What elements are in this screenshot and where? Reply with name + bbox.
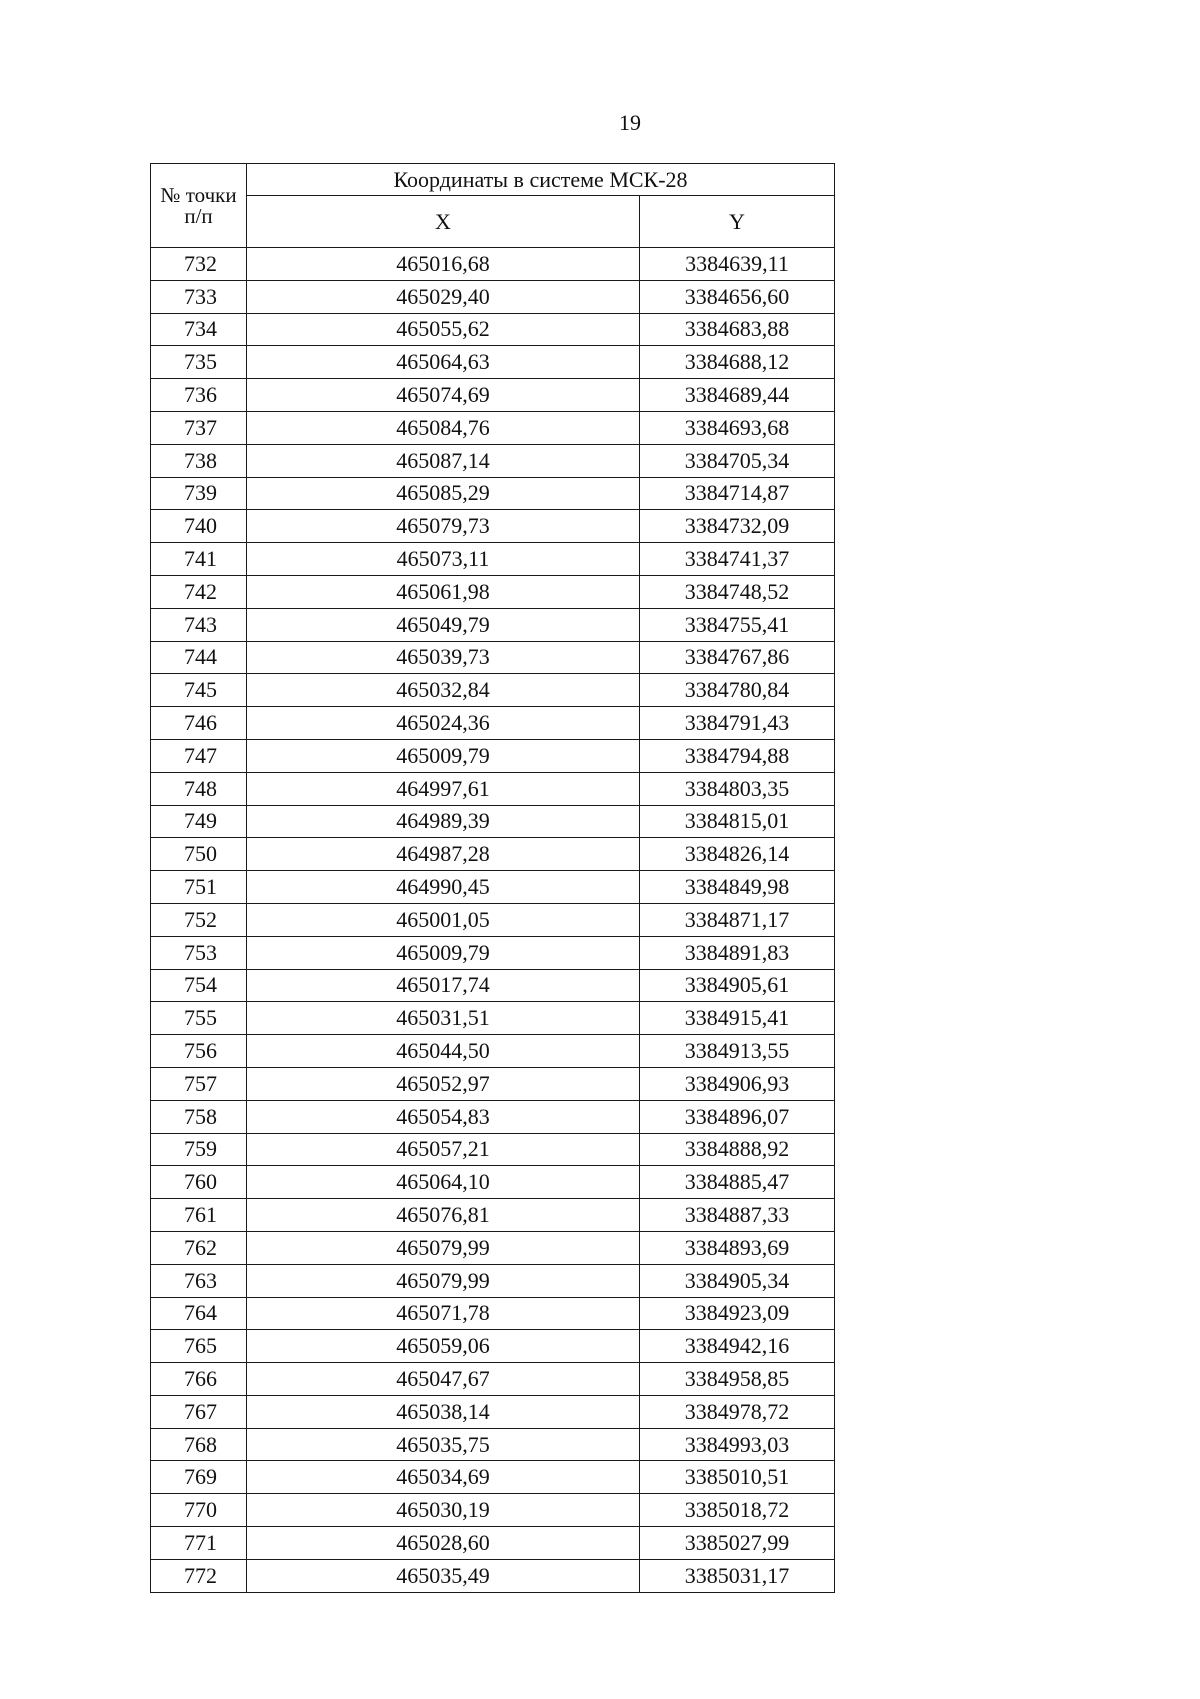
point-number-cell: 736 bbox=[151, 379, 247, 412]
y-coordinate-cell: 3384913,55 bbox=[640, 1035, 835, 1068]
y-coordinate-cell: 3384767,86 bbox=[640, 641, 835, 674]
table-row bbox=[151, 871, 835, 904]
y-coordinate-cell: 3384849,98 bbox=[640, 871, 835, 904]
x-coordinate-cell: 465016,68 bbox=[247, 248, 640, 281]
page-number: 19 bbox=[619, 110, 641, 135]
point-number-cell: 753 bbox=[151, 936, 247, 969]
table-row bbox=[151, 379, 835, 412]
table-row bbox=[151, 1297, 835, 1330]
x-coordinate-cell: 465057,21 bbox=[247, 1133, 640, 1166]
point-number-cell: 742 bbox=[151, 575, 247, 608]
point-number-cell: 734 bbox=[151, 313, 247, 346]
point-number-cell: 758 bbox=[151, 1100, 247, 1133]
y-coordinate-cell: 3384978,72 bbox=[640, 1395, 835, 1428]
y-coordinate-cell: 3384826,14 bbox=[640, 838, 835, 871]
x-coordinate-cell: 465029,40 bbox=[247, 280, 640, 313]
y-coordinate-cell: 3384958,85 bbox=[640, 1363, 835, 1396]
x-coordinate-cell: 465071,78 bbox=[247, 1297, 640, 1330]
x-coordinate-cell: 464989,39 bbox=[247, 805, 640, 838]
table-body bbox=[151, 248, 835, 1593]
table-row bbox=[151, 1133, 835, 1166]
table-row bbox=[151, 411, 835, 444]
table-row bbox=[151, 477, 835, 510]
table-row bbox=[151, 1363, 835, 1396]
point-number-cell: 769 bbox=[151, 1461, 247, 1494]
x-coordinate-cell: 465087,14 bbox=[247, 444, 640, 477]
table-row bbox=[151, 1395, 835, 1428]
table-row bbox=[151, 739, 835, 772]
point-number-cell: 738 bbox=[151, 444, 247, 477]
point-number-cell: 752 bbox=[151, 903, 247, 936]
y-coordinate-cell: 3384915,41 bbox=[640, 1002, 835, 1035]
y-coordinate-cell: 3384888,92 bbox=[640, 1133, 835, 1166]
point-number-cell: 764 bbox=[151, 1297, 247, 1330]
table-row bbox=[151, 1264, 835, 1297]
y-coordinate-cell: 3384714,87 bbox=[640, 477, 835, 510]
point-number-cell: 740 bbox=[151, 510, 247, 543]
table-row bbox=[151, 313, 835, 346]
y-coordinate-cell: 3385010,51 bbox=[640, 1461, 835, 1494]
y-coordinate-cell: 3384741,37 bbox=[640, 543, 835, 576]
table-row bbox=[151, 608, 835, 641]
y-coordinate-cell: 3384885,47 bbox=[640, 1166, 835, 1199]
table-row bbox=[151, 1067, 835, 1100]
point-number-cell: 763 bbox=[151, 1264, 247, 1297]
x-coordinate-cell: 465054,83 bbox=[247, 1100, 640, 1133]
y-coordinate-cell: 3384780,84 bbox=[640, 674, 835, 707]
x-coordinate-cell: 465079,73 bbox=[247, 510, 640, 543]
x-coordinate-cell: 464987,28 bbox=[247, 838, 640, 871]
x-coordinate-cell: 465076,81 bbox=[247, 1199, 640, 1232]
x-coordinate-cell: 465035,75 bbox=[247, 1428, 640, 1461]
x-coordinate-cell: 465034,69 bbox=[247, 1461, 640, 1494]
y-coordinate-cell: 3384923,09 bbox=[640, 1297, 835, 1330]
table-row bbox=[151, 707, 835, 740]
y-coordinate-cell: 3384887,33 bbox=[640, 1199, 835, 1232]
y-coordinate-cell: 3384794,88 bbox=[640, 739, 835, 772]
point-number-cell: 745 bbox=[151, 674, 247, 707]
y-coordinate-cell: 3384905,61 bbox=[640, 969, 835, 1002]
x-coordinate-cell: 465061,98 bbox=[247, 575, 640, 608]
y-coordinate-cell: 3384906,93 bbox=[640, 1067, 835, 1100]
table-row bbox=[151, 969, 835, 1002]
table-row bbox=[151, 346, 835, 379]
x-coordinate-cell: 465035,49 bbox=[247, 1559, 640, 1592]
y-coordinate-cell: 3384693,68 bbox=[640, 411, 835, 444]
x-coordinate-cell: 465039,73 bbox=[247, 641, 640, 674]
y-coordinate-cell: 3384896,07 bbox=[640, 1100, 835, 1133]
x-coordinate-cell: 465084,76 bbox=[247, 411, 640, 444]
y-coordinate-cell: 3384803,35 bbox=[640, 772, 835, 805]
x-coordinate-cell: 465001,05 bbox=[247, 903, 640, 936]
x-coordinate-cell: 464990,45 bbox=[247, 871, 640, 904]
x-coordinate-cell: 465079,99 bbox=[247, 1264, 640, 1297]
y-column-header: Y bbox=[640, 196, 835, 248]
x-coordinate-cell: 465085,29 bbox=[247, 477, 640, 510]
y-coordinate-cell: 3384993,03 bbox=[640, 1428, 835, 1461]
x-coordinate-cell: 465049,79 bbox=[247, 608, 640, 641]
table-row bbox=[151, 575, 835, 608]
y-coordinate-cell: 3384689,44 bbox=[640, 379, 835, 412]
y-coordinate-cell: 3384815,01 bbox=[640, 805, 835, 838]
x-column-header: X bbox=[247, 196, 640, 248]
x-coordinate-cell: 465055,62 bbox=[247, 313, 640, 346]
y-coordinate-cell: 3384891,83 bbox=[640, 936, 835, 969]
point-number-cell: 747 bbox=[151, 739, 247, 772]
y-coordinate-cell: 3384755,41 bbox=[640, 608, 835, 641]
x-coordinate-cell: 465047,67 bbox=[247, 1363, 640, 1396]
table-row bbox=[151, 1166, 835, 1199]
x-coordinate-cell: 465017,74 bbox=[247, 969, 640, 1002]
coordinate-system-header: Координаты в системе МСК-28 bbox=[247, 164, 835, 196]
x-coordinate-cell: 465073,11 bbox=[247, 543, 640, 576]
point-number-cell: 737 bbox=[151, 411, 247, 444]
table-row bbox=[151, 838, 835, 871]
y-coordinate-cell: 3384688,12 bbox=[640, 346, 835, 379]
y-coordinate-cell: 3384748,52 bbox=[640, 575, 835, 608]
x-coordinate-cell: 465038,14 bbox=[247, 1395, 640, 1428]
table-row bbox=[151, 1527, 835, 1560]
point-number-cell: 746 bbox=[151, 707, 247, 740]
point-number-cell: 757 bbox=[151, 1067, 247, 1100]
point-number-cell: 771 bbox=[151, 1527, 247, 1560]
point-number-cell: 756 bbox=[151, 1035, 247, 1068]
x-coordinate-cell: 465052,97 bbox=[247, 1067, 640, 1100]
x-coordinate-cell: 465064,63 bbox=[247, 346, 640, 379]
point-number-cell: 733 bbox=[151, 280, 247, 313]
table-row bbox=[151, 1100, 835, 1133]
point-number-cell: 744 bbox=[151, 641, 247, 674]
point-number-cell: 759 bbox=[151, 1133, 247, 1166]
table-row bbox=[151, 1231, 835, 1264]
table-row bbox=[151, 772, 835, 805]
point-number-cell: 749 bbox=[151, 805, 247, 838]
table-row bbox=[151, 1199, 835, 1232]
point-number-cell: 735 bbox=[151, 346, 247, 379]
y-coordinate-cell: 3384905,34 bbox=[640, 1264, 835, 1297]
y-coordinate-cell: 3384893,69 bbox=[640, 1231, 835, 1264]
point-number-cell: 766 bbox=[151, 1363, 247, 1396]
y-coordinate-cell: 3384656,60 bbox=[640, 280, 835, 313]
table-row bbox=[151, 1559, 835, 1592]
y-coordinate-cell: 3384732,09 bbox=[640, 510, 835, 543]
y-coordinate-cell: 3384683,88 bbox=[640, 313, 835, 346]
x-coordinate-cell: 465024,36 bbox=[247, 707, 640, 740]
y-coordinate-cell: 3384705,34 bbox=[640, 444, 835, 477]
point-number-cell: 765 bbox=[151, 1330, 247, 1363]
x-coordinate-cell: 465032,84 bbox=[247, 674, 640, 707]
table-row bbox=[151, 1330, 835, 1363]
point-number-cell: 751 bbox=[151, 871, 247, 904]
table-row bbox=[151, 805, 835, 838]
y-coordinate-cell: 3385018,72 bbox=[640, 1494, 835, 1527]
table-row bbox=[151, 936, 835, 969]
y-coordinate-cell: 3385027,99 bbox=[640, 1527, 835, 1560]
point-number-cell: 770 bbox=[151, 1494, 247, 1527]
table-row bbox=[151, 510, 835, 543]
point-number-cell: 743 bbox=[151, 608, 247, 641]
point-number-cell: 772 bbox=[151, 1559, 247, 1592]
x-coordinate-cell: 465044,50 bbox=[247, 1035, 640, 1068]
point-number-cell: 762 bbox=[151, 1231, 247, 1264]
y-coordinate-cell: 3384639,11 bbox=[640, 248, 835, 281]
x-coordinate-cell: 464997,61 bbox=[247, 772, 640, 805]
table-row bbox=[151, 674, 835, 707]
point-number-cell: 754 bbox=[151, 969, 247, 1002]
table-row bbox=[151, 1461, 835, 1494]
table-row bbox=[151, 280, 835, 313]
point-number-cell: 732 bbox=[151, 248, 247, 281]
table-row bbox=[151, 1002, 835, 1035]
x-coordinate-cell: 465064,10 bbox=[247, 1166, 640, 1199]
table-row bbox=[151, 248, 835, 281]
x-coordinate-cell: 465031,51 bbox=[247, 1002, 640, 1035]
table-row bbox=[151, 543, 835, 576]
table-row bbox=[151, 903, 835, 936]
point-number-cell: 741 bbox=[151, 543, 247, 576]
point-number-cell: 761 bbox=[151, 1199, 247, 1232]
x-coordinate-cell: 465009,79 bbox=[247, 936, 640, 969]
x-coordinate-cell: 465028,60 bbox=[247, 1527, 640, 1560]
x-coordinate-cell: 465079,99 bbox=[247, 1231, 640, 1264]
y-coordinate-cell: 3384871,17 bbox=[640, 903, 835, 936]
coordinates-table bbox=[150, 163, 835, 1593]
y-coordinate-cell: 3384791,43 bbox=[640, 707, 835, 740]
y-coordinate-cell: 3385031,17 bbox=[640, 1559, 835, 1592]
table-row bbox=[151, 444, 835, 477]
point-number-header: № точки п/п bbox=[151, 164, 247, 248]
x-coordinate-cell: 465074,69 bbox=[247, 379, 640, 412]
point-number-cell: 760 bbox=[151, 1166, 247, 1199]
x-coordinate-cell: 465009,79 bbox=[247, 739, 640, 772]
table-row bbox=[151, 1428, 835, 1461]
table-row bbox=[151, 641, 835, 674]
point-number-cell: 739 bbox=[151, 477, 247, 510]
y-coordinate-cell: 3384942,16 bbox=[640, 1330, 835, 1363]
table-row bbox=[151, 1035, 835, 1068]
x-coordinate-cell: 465059,06 bbox=[247, 1330, 640, 1363]
point-number-cell: 755 bbox=[151, 1002, 247, 1035]
point-number-cell: 750 bbox=[151, 838, 247, 871]
x-coordinate-cell: 465030,19 bbox=[247, 1494, 640, 1527]
table-header bbox=[151, 164, 835, 248]
table-row bbox=[151, 1494, 835, 1527]
point-number-cell: 768 bbox=[151, 1428, 247, 1461]
point-number-cell: 748 bbox=[151, 772, 247, 805]
point-number-cell: 767 bbox=[151, 1395, 247, 1428]
